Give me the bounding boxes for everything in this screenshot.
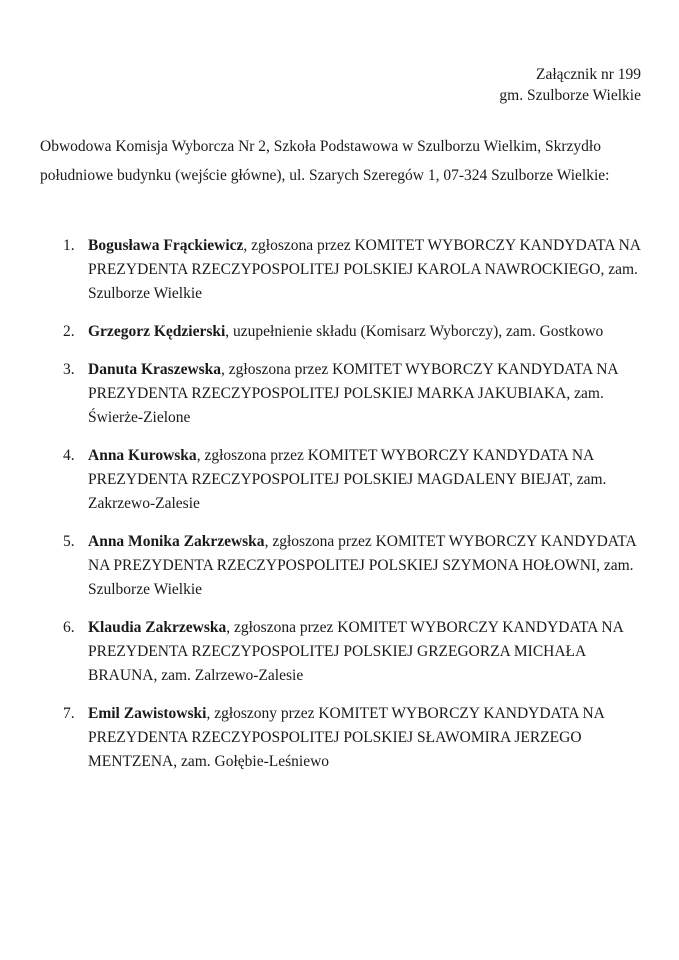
member-number: 3. [63, 361, 75, 378]
member-text [88, 320, 641, 344]
member-details: , zgłoszona przez KOMITET WYBORCZY KANDYDATA NA PREZYDENTA RZECZYPOSPOLITEJ POLSKIEJ MAGDALENY BIEJAT, zam. Zakrzewo-Zalesie [88, 447, 607, 512]
member-number: 1. [63, 237, 75, 254]
municipality-label: gm. Szulborze Wielkie [499, 87, 641, 104]
member-name: Bogusława Frąckiewicz [88, 237, 244, 254]
commission-intro: Obwodowa Komisja Wyborcza Nr 2, Szkoła Podstawowa w Szulborzu Wielkim, Skrzydło południowe budynku (wejście główne), ul. Szarych Szeregów 1, 07-324 Szulborze Wielkie: [40, 138, 610, 184]
member-text [88, 358, 641, 430]
member-name: Emil Zawistowski [88, 705, 207, 722]
list-item [63, 616, 641, 688]
attachment-number: Załącznik nr 199 [535, 66, 641, 83]
list-item [63, 444, 641, 516]
list-item [63, 234, 641, 306]
member-number: 5. [63, 533, 75, 550]
member-text [88, 530, 641, 602]
member-text [88, 444, 641, 516]
member-details: , zgłoszona przez KOMITET WYBORCZY KANDYDATA NA PREZYDENTA RZECZYPOSPOLITEJ POLSKIEJ SZYMONA HOŁOWNI, zam. Szulborze Wielkie [88, 533, 636, 598]
member-details: , uzupełnienie składu (Komisarz Wyborczy), zam. Gostkowo [225, 323, 604, 340]
member-details: , zgłoszony przez KOMITET WYBORCZY KANDYDATA NA PREZYDENTA RZECZYPOSPOLITEJ POLSKIEJ SŁAWOMIRA JERZEGO MENTZENA, zam. Gołębie-Leśniewo [88, 705, 604, 770]
member-text [88, 702, 641, 774]
list-item [63, 358, 641, 430]
member-text [88, 234, 641, 306]
list-item [63, 530, 641, 602]
member-text [88, 616, 641, 688]
member-number: 4. [63, 447, 75, 464]
member-details: , zgłoszona przez KOMITET WYBORCZY KANDYDATA NA PREZYDENTA RZECZYPOSPOLITEJ POLSKIEJ GRZEGORZA MICHAŁA BRAUNA, zam. Zalrzewo-Zalesie [88, 619, 623, 684]
member-number: 2. [63, 323, 75, 340]
document-header [40, 64, 641, 106]
member-name: Grzegorz Kędzierski [88, 323, 226, 340]
list-item [63, 702, 641, 774]
member-list [40, 234, 641, 774]
member-name: Anna Kurowska [88, 447, 197, 464]
member-name: Anna Monika Zakrzewska [88, 533, 265, 550]
member-details: , zgłoszona przez KOMITET WYBORCZY KANDYDATA NA PREZYDENTA RZECZYPOSPOLITEJ POLSKIEJ MARKA JAKUBIAKA, zam. Świerże-Zielone [88, 361, 618, 426]
member-name: Danuta Kraszewska [88, 361, 222, 378]
member-number: 6. [63, 619, 75, 636]
member-number: 7. [63, 705, 75, 722]
member-details: , zgłoszona przez KOMITET WYBORCZY KANDYDATA NA PREZYDENTA RZECZYPOSPOLITEJ POLSKIEJ KAROLA NAWROCKIEGO, zam. Szulborze Wielkie [88, 237, 641, 302]
member-name: Klaudia Zakrzewska [88, 619, 227, 636]
list-item [63, 320, 641, 344]
